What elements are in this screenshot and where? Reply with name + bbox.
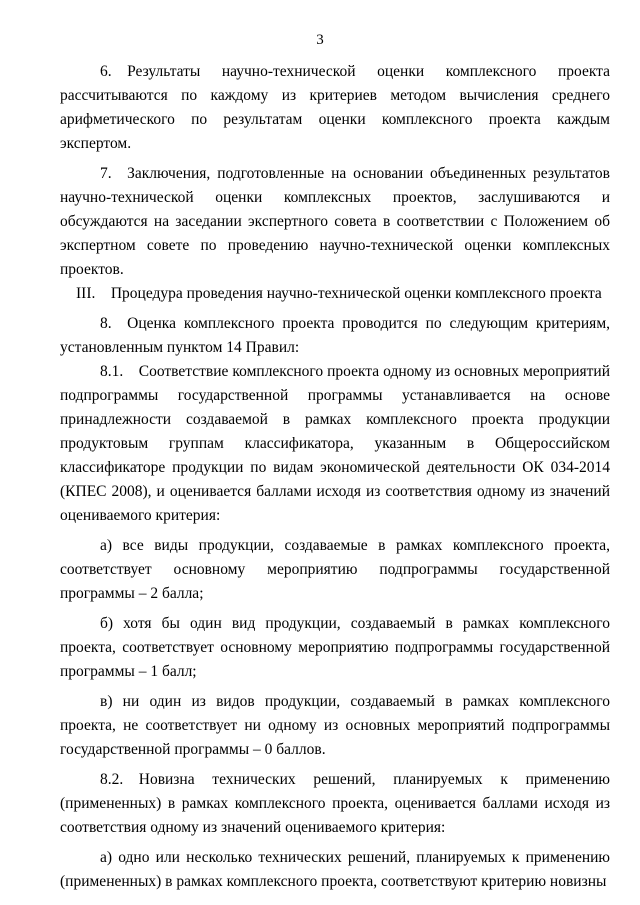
document-body [60, 60, 610, 894]
list-item-a: а) все виды продукции, создаваемые в рамках комплексного проекта, соответствует основному мероприятию подпрограммы государственной программы – 2 балла; [60, 537, 610, 602]
paragraph-8-2: 8.2. Новизна технических решений, планируемых к применению (примененных) в рамках комплексного проекта, оценивается баллами исходя из соответствия одному из значений оцениваемого критерия: [60, 771, 610, 836]
section-heading-iii: III. Процедура проведения научно-технической оценки комплексного проекта [76, 285, 602, 302]
paragraph-7: 7. Заключения, подготовленные на основании объединенных результатов научно-технической оценки комплексных проектов, заслушиваются и обсуждаются на заседании экспертного совета в соответствии с Положением об экспертном совете по проведению научно-технической оценки комплексных проектов. [60, 165, 610, 278]
list-item-a-2: а) одно или несколько технических решений, планируемых к применению (примененных) в рамках комплексного проекта, соответствуют критерию новизны [60, 849, 610, 890]
list-item-c: в) ни один из видов продукции, создаваемый в рамках комплексного проекта, не соответствует ни одному из основных мероприятий подпрограммы государственной программы – 0 баллов. [60, 693, 610, 758]
paragraph-6: 6. Результаты научно-технической оценки комплексного проекта рассчитываются по каждому из критериев методом вычисления среднего арифметического по результатам оценки комплексного проекта каждым экспертом. [60, 63, 610, 152]
list-item-b: б) хотя бы один вид продукции, создаваемый в рамках комплексного проекта, соответствует основному мероприятию подпрограммы государственной программы – 1 балл; [60, 615, 610, 680]
paragraph-8-1: 8.1. Соответствие комплексного проекта одному из основных мероприятий подпрограммы государственной программы устанавливается на основе принадлежности создаваемой в рамках комплексного проекта продукции продуктовым группам классификатора, указанным в Общероссийском классификаторе продукции по видам экономической деятельности ОК 034-2014 (КПЕС 2008), и оценивается баллами исходя из соответствия одному из значений оцениваемого критерия: [60, 363, 610, 524]
page-number: 3 [316, 32, 324, 48]
paragraph-8: 8. Оценка комплексного проекта проводится по следующим критериям, установленным пунктом 14 Правил: [60, 315, 610, 356]
